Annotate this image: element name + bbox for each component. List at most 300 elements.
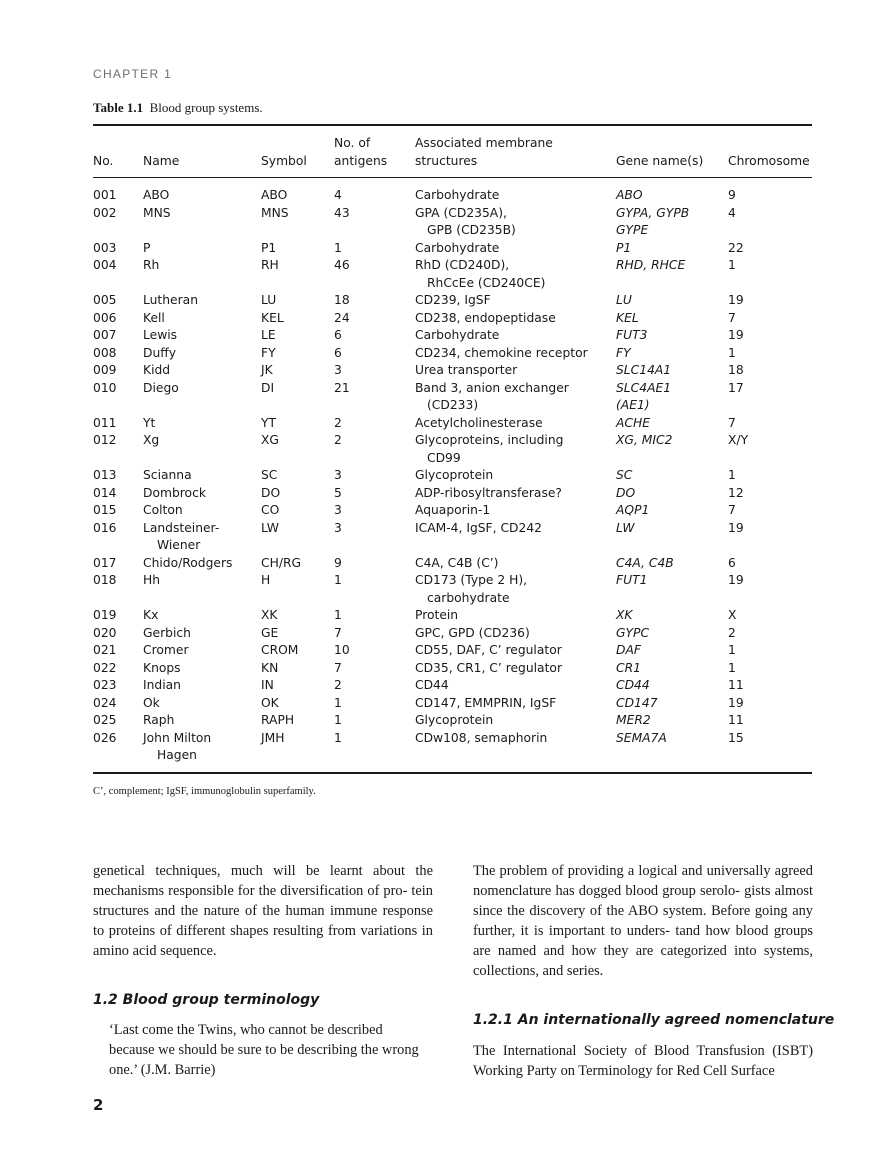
- blood-group-table: [93, 135, 812, 765]
- cell-symbol: JMH: [261, 730, 285, 745]
- cell-name: [143, 625, 261, 643]
- cell-no: 012: [93, 433, 117, 447]
- header-name: Name: [143, 153, 180, 168]
- cell-structures: [415, 625, 616, 643]
- cell-name: [143, 432, 261, 467]
- cell-structures-line: Carbohydrate: [415, 188, 500, 202]
- cell-structures-line: CDw108, semaphorin: [415, 730, 548, 745]
- cell-structures-line: CD35, CR1, C’ regulator: [415, 660, 562, 675]
- cell-no: 001: [93, 188, 117, 202]
- cell-chromosome: 18: [728, 363, 744, 377]
- cell-name-line: Knops: [143, 660, 181, 675]
- cell-antigens: 46: [334, 258, 350, 272]
- cell-symbol: CROM: [261, 643, 299, 657]
- cell-gene-line: GYPA, GYPB: [616, 205, 690, 220]
- header-antigens-line2: antigens: [334, 153, 388, 168]
- cell-no: 016: [93, 520, 117, 535]
- cell-gene: [616, 240, 728, 258]
- left-paragraph: genetical techniques, much will be learnt about the mechanisms responsible for the diversification of pro- tein structures and the nature of the human immune response to proteins of different shapes resulting from variations in amino acid sequence.: [93, 863, 433, 959]
- cell-structures-line: CD173 (Type 2 H),: [415, 573, 528, 587]
- table-row: [93, 362, 812, 380]
- cell-symbol: YT: [261, 415, 277, 430]
- cell-gene: [616, 572, 728, 607]
- header-antigens: [334, 135, 415, 170]
- cell-symbol: XG: [261, 433, 279, 447]
- cell-structures-line: RhCcEe (CD240CE): [427, 275, 546, 290]
- cell-name: [143, 555, 261, 573]
- cell-gene-line: RHD, RHCE: [616, 258, 686, 272]
- cell-structures: [415, 730, 616, 765]
- subsection-heading: 1.2.1 An internationally agreed nomenclature: [473, 1012, 835, 1028]
- cell-gene-line: DAF: [616, 643, 641, 657]
- cell-symbol: SC: [261, 468, 278, 482]
- cell-gene: [616, 625, 728, 643]
- cell-structures-line: CD234, chemokine receptor: [415, 345, 588, 360]
- table-row: [93, 240, 812, 258]
- cell-structures: [415, 467, 616, 485]
- cell-symbol: XK: [261, 608, 278, 622]
- cell-name-line: Dombrock: [143, 485, 206, 500]
- cell-name-line: Cromer: [143, 643, 189, 657]
- cell-symbol: OK: [261, 695, 279, 710]
- table-row: [93, 607, 812, 625]
- cell-no: 024: [93, 695, 117, 710]
- cell-name-line: Xg: [143, 433, 160, 447]
- cell-name-line: Duffy: [143, 345, 177, 360]
- cell-structures-line: Glycoproteins, including: [415, 433, 564, 447]
- cell-no: 011: [93, 415, 117, 430]
- cell-symbol: LE: [261, 328, 276, 342]
- cell-name-line: John Milton: [143, 730, 212, 745]
- cell-name: [143, 660, 261, 678]
- cell-structures: [415, 205, 616, 240]
- table-row: [93, 415, 812, 433]
- cell-name-line: ABO: [143, 188, 170, 202]
- cell-name-line: Raph: [143, 713, 175, 727]
- cell-antigens: 3: [334, 520, 342, 535]
- cell-structures: [415, 380, 616, 415]
- cell-symbol: JK: [261, 363, 273, 377]
- cell-antigens: 2: [334, 678, 342, 692]
- cell-name-line: Ok: [143, 695, 160, 710]
- cell-structures-line: Glycoprotein: [415, 713, 494, 727]
- cell-chromosome: 17: [728, 380, 744, 395]
- cell-structures-line: (CD233): [427, 398, 479, 412]
- table-row: [93, 555, 812, 573]
- cell-antigens: 1: [334, 608, 342, 622]
- cell-structures-line: Urea transporter: [415, 363, 518, 377]
- cell-gene: [616, 345, 728, 363]
- cell-no: 023: [93, 678, 117, 692]
- cell-structures-line: CD239, IgSF: [415, 293, 491, 307]
- running-head: CHAPTER 1: [93, 67, 173, 81]
- cell-structures: [415, 695, 616, 713]
- cell-symbol: P1: [261, 240, 277, 255]
- epigraph: ‘Last come the Twins, who cannot be described because we should be sure to be describing the wrong one.’ (J.M. Barrie): [109, 1022, 419, 1078]
- cell-name-line: Kx: [143, 608, 159, 622]
- cell-name: [143, 292, 261, 310]
- table-body: [93, 187, 812, 765]
- cell-gene: [616, 292, 728, 310]
- cell-no: 007: [93, 328, 117, 342]
- cell-chromosome: 1: [728, 345, 736, 360]
- cell-gene: [616, 642, 728, 660]
- cell-name: [143, 677, 261, 695]
- cell-no: 021: [93, 643, 117, 657]
- cell-gene-line: LW: [616, 520, 635, 535]
- cell-name-line: MNS: [143, 205, 171, 220]
- cell-structures-line: Carbohydrate: [415, 328, 500, 342]
- cell-antigens: 10: [334, 643, 350, 657]
- cell-name-line: Hagen: [157, 748, 197, 762]
- section-heading: 1.2 Blood group terminology: [93, 992, 320, 1008]
- cell-gene-line: CD44: [616, 678, 650, 692]
- cell-symbol: MNS: [261, 205, 289, 220]
- cell-name: [143, 257, 261, 292]
- cell-symbol: DO: [261, 485, 281, 500]
- cell-gene-line: MER2: [616, 713, 651, 727]
- cell-structures: [415, 712, 616, 730]
- table-row: [93, 572, 812, 607]
- cell-gene-line: FUT1: [616, 573, 648, 587]
- cell-antigens: 6: [334, 345, 342, 360]
- cell-name: [143, 467, 261, 485]
- cell-no: 005: [93, 293, 117, 307]
- cell-gene-line: ACHE: [616, 415, 651, 430]
- cell-structures-line: Glycoprotein: [415, 468, 494, 482]
- cell-gene: [616, 712, 728, 730]
- table-row: [93, 642, 812, 660]
- cell-symbol: KEL: [261, 310, 284, 325]
- cell-no: 004: [93, 258, 117, 272]
- page-number: 2: [93, 1096, 104, 1114]
- cell-structures-line: CD147, EMMPRIN, IgSF: [415, 695, 557, 710]
- cell-chromosome: 6: [728, 555, 736, 570]
- cell-antigens: 1: [334, 730, 342, 745]
- cell-symbol: DI: [261, 380, 275, 395]
- cell-chromosome: 1: [728, 643, 736, 657]
- cell-structures-line: Carbohydrate: [415, 240, 500, 255]
- cell-name-line: Hh: [143, 573, 161, 587]
- cell-gene: [616, 467, 728, 485]
- cell-gene: [616, 677, 728, 695]
- cell-structures: [415, 327, 616, 345]
- cell-structures: [415, 415, 616, 433]
- cell-name: [143, 240, 261, 258]
- header-antigens-line1: No. of: [334, 136, 371, 150]
- cell-name: [143, 572, 261, 607]
- cell-chromosome: 1: [728, 468, 736, 482]
- cell-structures-line: Acetylcholinesterase: [415, 415, 543, 430]
- cell-structures: [415, 677, 616, 695]
- table-row: [93, 485, 812, 503]
- cell-no: 020: [93, 625, 117, 640]
- cell-symbol: CH/RG: [261, 555, 302, 570]
- cell-antigens: 1: [334, 713, 342, 727]
- table-row: [93, 327, 812, 345]
- cell-chromosome: 19: [728, 293, 744, 307]
- cell-gene-line: FY: [616, 345, 631, 360]
- table-header-row: [93, 135, 812, 170]
- cell-chromosome: 7: [728, 503, 736, 517]
- cell-antigens: 7: [334, 660, 342, 675]
- cell-name: [143, 310, 261, 328]
- cell-chromosome: 1: [728, 660, 736, 675]
- cell-structures: [415, 572, 616, 607]
- table-row: [93, 695, 812, 713]
- cell-name: [143, 380, 261, 415]
- cell-name-line: Kidd: [143, 363, 171, 377]
- cell-structures-line: CD44: [415, 678, 449, 692]
- cell-gene-line: AQP1: [616, 503, 650, 517]
- cell-gene: [616, 310, 728, 328]
- cell-structures-line: ICAM-4, IgSF, CD242: [415, 520, 542, 535]
- cell-name: [143, 520, 261, 555]
- cell-name-line: Landsteiner-: [143, 520, 220, 535]
- cell-chromosome: 19: [728, 328, 744, 342]
- cell-gene-line: FUT3: [616, 328, 648, 342]
- cell-structures: [415, 310, 616, 328]
- cell-no: 009: [93, 363, 117, 377]
- cell-no: 010: [93, 380, 117, 395]
- cell-antigens: 1: [334, 573, 342, 587]
- cell-gene-line: SLC4AE1: [616, 380, 672, 395]
- table-top-rule: [93, 124, 812, 126]
- cell-gene: [616, 730, 728, 765]
- cell-no: 022: [93, 660, 117, 675]
- cell-no: 006: [93, 310, 117, 325]
- cell-gene-line: GYPC: [616, 625, 650, 640]
- cell-gene-line: LU: [616, 293, 632, 307]
- cell-structures: [415, 240, 616, 258]
- cell-gene: [616, 327, 728, 345]
- header-gene: Gene name(s): [616, 153, 704, 168]
- right-paragraph-2: The International Society of Blood Transfusion (ISBT) Working Party on Terminology for Red Cell Surface: [473, 1043, 813, 1079]
- cell-symbol: FY: [261, 345, 276, 360]
- cell-structures: [415, 642, 616, 660]
- cell-name: [143, 642, 261, 660]
- cell-name-line: Wiener: [157, 538, 201, 552]
- header-structures-line1: Associated membrane: [415, 136, 553, 150]
- cell-antigens: 2: [334, 415, 342, 430]
- cell-structures-line: carbohydrate: [427, 590, 510, 605]
- cell-structures-line: CD238, endopeptidase: [415, 310, 556, 325]
- cell-symbol: IN: [261, 678, 274, 692]
- cell-name: [143, 695, 261, 713]
- cell-gene: [616, 695, 728, 713]
- cell-symbol: GE: [261, 625, 279, 640]
- table-row: [93, 660, 812, 678]
- cell-chromosome: 2: [728, 625, 736, 640]
- cell-name-line: Lewis: [143, 328, 178, 342]
- cell-chromosome: 22: [728, 240, 744, 255]
- cell-no: 026: [93, 730, 117, 745]
- cell-gene: [616, 205, 728, 240]
- cell-structures-line: Protein: [415, 608, 459, 622]
- table-row: [93, 345, 812, 363]
- table-label: Table 1.1: [93, 100, 144, 115]
- cell-name: [143, 415, 261, 433]
- table-row: [93, 257, 812, 292]
- cell-chromosome: 11: [728, 678, 744, 692]
- table-bottom-rule: [93, 772, 812, 774]
- table-row: [93, 502, 812, 520]
- cell-gene: [616, 380, 728, 415]
- cell-antigens: 3: [334, 503, 342, 517]
- cell-name-line: Gerbich: [143, 625, 191, 640]
- cell-gene-line: ABO: [616, 188, 643, 202]
- cell-name-line: Colton: [143, 503, 183, 517]
- cell-name-line: Yt: [143, 415, 156, 430]
- cell-structures: [415, 555, 616, 573]
- cell-gene-line: P1: [616, 240, 632, 255]
- cell-gene-line: GYPE: [616, 223, 649, 237]
- cell-structures-line: CD99: [427, 450, 461, 465]
- table-row: [93, 467, 812, 485]
- cell-gene: [616, 607, 728, 625]
- cell-name-line: Lutheran: [143, 293, 198, 307]
- cell-structures-line: C4A, C4B (C’): [415, 555, 499, 570]
- cell-antigens: 6: [334, 328, 342, 342]
- cell-chromosome: 4: [728, 205, 736, 220]
- cell-structures: [415, 502, 616, 520]
- cell-no: 003: [93, 240, 117, 255]
- cell-structures: [415, 520, 616, 555]
- cell-structures: [415, 345, 616, 363]
- cell-structures-line: GPA (CD235A),: [415, 205, 507, 220]
- table-row: [93, 432, 812, 467]
- cell-name: [143, 502, 261, 520]
- table-row: [93, 187, 812, 205]
- cell-no: 019: [93, 608, 117, 622]
- cell-gene-line: C4A, C4B: [616, 555, 674, 570]
- table-row: [93, 712, 812, 730]
- cell-name: [143, 205, 261, 240]
- cell-chromosome: X/Y: [728, 433, 749, 447]
- cell-antigens: 5: [334, 485, 342, 500]
- table-caption: [93, 100, 263, 116]
- cell-chromosome: 7: [728, 310, 736, 325]
- cell-gene: [616, 485, 728, 503]
- cell-name-line: Scianna: [143, 468, 192, 482]
- cell-structures: [415, 607, 616, 625]
- table-caption-text: Blood group systems.: [149, 100, 263, 115]
- cell-structures: [415, 187, 616, 205]
- cell-no: 002: [93, 205, 117, 220]
- cell-antigens: 9: [334, 555, 342, 570]
- cell-structures-line: ADP-ribosyltransferase?: [415, 485, 562, 500]
- cell-structures: [415, 660, 616, 678]
- cell-antigens: 4: [334, 188, 342, 202]
- cell-gene-line: XK: [616, 608, 633, 622]
- cell-gene: [616, 415, 728, 433]
- cell-no: 008: [93, 345, 117, 360]
- cell-name: [143, 327, 261, 345]
- cell-no: 017: [93, 555, 117, 570]
- table-row: [93, 677, 812, 695]
- cell-antigens: 1: [334, 695, 342, 710]
- cell-gene: [616, 660, 728, 678]
- table-row: [93, 625, 812, 643]
- cell-no: 018: [93, 573, 117, 587]
- cell-antigens: 1: [334, 240, 342, 255]
- cell-chromosome: 19: [728, 520, 744, 535]
- cell-antigens: 24: [334, 310, 350, 325]
- table-row: [93, 520, 812, 555]
- cell-name-line: Chido/Rodgers: [143, 555, 233, 570]
- cell-gene-line: (AE1): [616, 398, 650, 412]
- cell-name: [143, 187, 261, 205]
- cell-structures: [415, 362, 616, 380]
- cell-structures: [415, 485, 616, 503]
- cell-chromosome: 15: [728, 730, 744, 745]
- cell-gene: [616, 432, 728, 467]
- table-row: [93, 205, 812, 240]
- header-structures-line2: structures: [415, 153, 478, 168]
- cell-chromosome: 11: [728, 713, 744, 727]
- cell-structures-line: Aquaporin-1: [415, 503, 491, 517]
- cell-name: [143, 485, 261, 503]
- header-no: No.: [93, 153, 114, 168]
- header-chromosome: Chromosome: [728, 153, 810, 168]
- cell-antigens: 21: [334, 380, 350, 395]
- cell-antigens: 18: [334, 293, 350, 307]
- cell-name: [143, 362, 261, 380]
- cell-symbol: ABO: [261, 188, 288, 202]
- cell-name-line: Indian: [143, 678, 181, 692]
- cell-symbol: LU: [261, 293, 277, 307]
- cell-chromosome: X: [728, 608, 737, 622]
- cell-gene-line: SLC14A1: [616, 363, 672, 377]
- cell-gene: [616, 555, 728, 573]
- cell-symbol: LW: [261, 520, 279, 535]
- cell-chromosome: 1: [728, 258, 736, 272]
- cell-chromosome: 7: [728, 415, 736, 430]
- cell-antigens: 3: [334, 363, 342, 377]
- cell-chromosome: 12: [728, 485, 744, 500]
- cell-no: 025: [93, 713, 117, 727]
- table-row: [93, 292, 812, 310]
- cell-gene-line: CD147: [616, 695, 658, 710]
- cell-gene-line: SEMA7A: [616, 730, 667, 745]
- cell-antigens: 43: [334, 205, 350, 220]
- cell-symbol: CO: [261, 503, 280, 517]
- cell-name-line: Rh: [143, 258, 160, 272]
- cell-structures-line: GPC, GPD (CD236): [415, 625, 530, 640]
- cell-gene: [616, 520, 728, 555]
- cell-gene: [616, 502, 728, 520]
- cell-name-line: P: [143, 240, 151, 255]
- table-row: [93, 310, 812, 328]
- cell-symbol: KN: [261, 660, 279, 675]
- cell-name-line: Diego: [143, 380, 179, 395]
- cell-symbol: RH: [261, 258, 279, 272]
- cell-gene: [616, 362, 728, 380]
- cell-structures: [415, 432, 616, 467]
- cell-structures-line: CD55, DAF, C’ regulator: [415, 643, 562, 657]
- table-footnote: C’, complement; IgSF, immunoglobulin superfamily.: [93, 786, 316, 797]
- cell-gene-line: DO: [616, 485, 636, 500]
- cell-no: 015: [93, 503, 117, 517]
- cell-antigens: 2: [334, 433, 342, 447]
- cell-structures-line: RhD (CD240D),: [415, 258, 510, 272]
- cell-gene-line: XG, MIC2: [616, 433, 673, 447]
- cell-no: 013: [93, 468, 117, 482]
- cell-antigens: 7: [334, 625, 342, 640]
- cell-name-line: Kell: [143, 310, 165, 325]
- cell-gene-line: SC: [616, 468, 633, 482]
- cell-structures-line: GPB (CD235B): [427, 223, 516, 237]
